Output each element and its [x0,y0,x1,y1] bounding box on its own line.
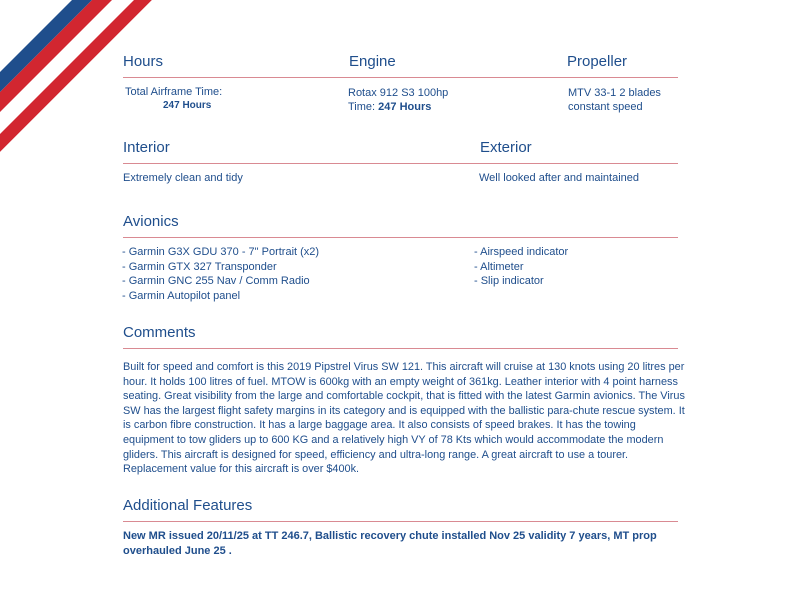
list-item: - Garmin G3X GDU 370 - 7" Portrait (x2) [122,246,320,258]
list-item: - Garmin Autopilot panel [122,289,241,302]
hours-heading: Hours [123,53,164,70]
exterior-heading: Exterior [480,139,532,156]
section-divider [123,521,678,522]
section-divider [123,348,678,349]
engine-time-label: Time: [348,101,376,113]
engine-heading: Engine [349,53,396,70]
propeller-heading: Propeller [567,53,628,70]
avionics-heading: Avionics [123,213,179,230]
list-item: - Garmin GTX 327 Transponder [122,260,277,273]
propeller-line1: MTV 33-1 2 blades [568,87,661,99]
section-divider [123,77,678,78]
section-divider [123,237,678,238]
exterior-text: Well looked after and maintained [479,172,640,184]
list-item: - Altimeter [474,260,524,273]
engine-time-value: 247 Hours [378,101,432,113]
list-item: - Slip indicator [474,275,544,287]
additional-features-heading: Additional Features [123,497,253,514]
avionics-right-list [474,245,568,289]
interior-heading: Interior [123,139,170,156]
engine-time [348,100,431,114]
engine-model: Rotax 912 S3 100hp [348,87,449,99]
section-divider [123,163,678,164]
avionics-left-list [122,245,319,303]
propeller-line2: constant speed [568,101,643,113]
interior-text: Extremely clean and tidy [123,172,243,184]
hours-value: 247 Hours [163,100,212,111]
comments-text: Built for speed and comfort is this 2019 Pipstrel Virus SW 121. This aircraft will cruise at 130 knots using 20 litres per hour. It holds 100 litres of fuel. MTOW is 600kg with an empty weight of 361kg. Leather interior with 4 point harness seating. Great visibility from the large and comfortable cockpit, that is fitted with the latest Garmin avionics. The Virus SW has the largest flight safety margins in its category and is equipped with the ballistic para-chute rescue system. It is carbon fibre construction. It has a large baggage area. It also consists of speed brakes. It has the towing equipment to tow gliders up to 600 KG and a relatively high VY of 78 Kts which would accommodate the modern gliders. This aircraft is designed for speed, efficiency and ultra-long range. A great aircraft to use a tourer. Replacement value for this aircraft is over $400k. [123,361,685,476]
list-item: - Airspeed indicator [474,246,569,258]
comments-heading: Comments [123,324,196,341]
additional-features-text: New MR issued 20/11/25 at TT 246.7, Ballistic recovery chute installed Nov 25 validity 7 years, MT prop overhauled June 25 . [123,530,657,557]
list-item: - Garmin GNC 255 Nav / Comm Radio [122,275,310,287]
hours-label: Total Airframe Time: [125,86,223,98]
